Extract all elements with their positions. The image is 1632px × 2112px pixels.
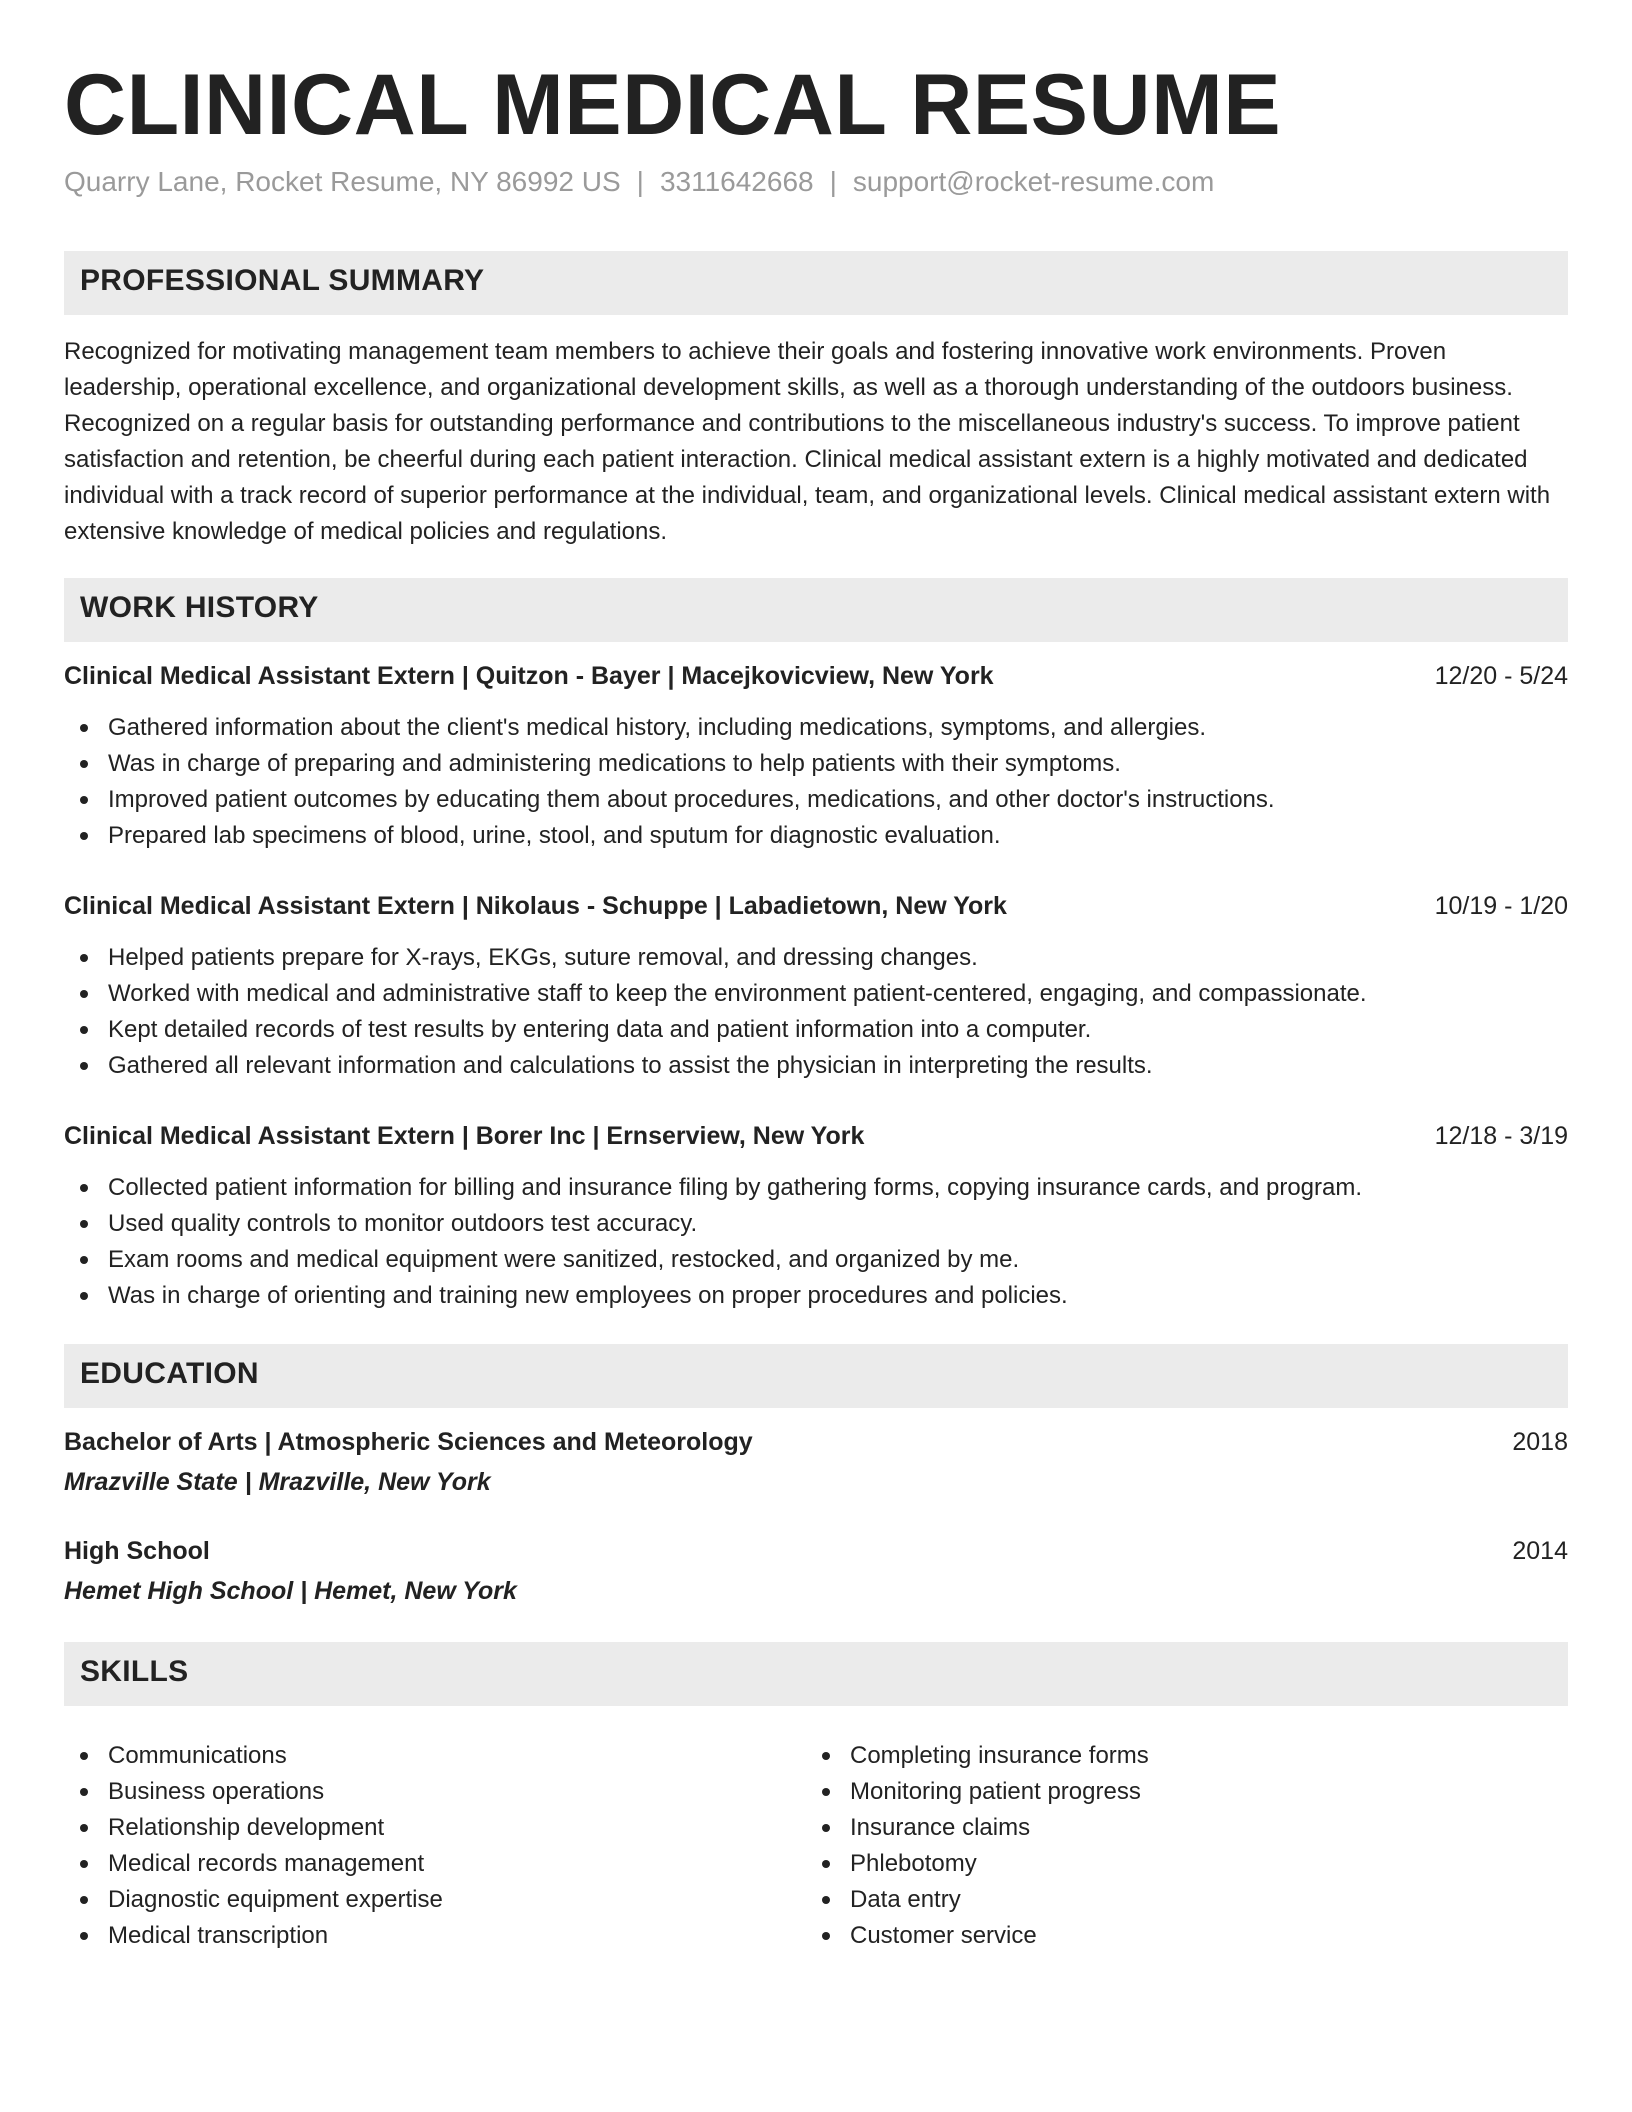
job-bullet: Prepared lab specimens of blood, urine, stool, and sputum for diagnostic evaluation.	[64, 818, 1568, 854]
education-school: Mrazville State | Mrazville, New York	[64, 1468, 491, 1496]
job-bullet: Collected patient information for billing and insurance filing by gathering forms, copying insurance cards, and program.	[64, 1170, 1568, 1206]
job-title: Clinical Medical Assistant Extern | Nikolaus - Schuppe | Labadietown, New York	[64, 892, 1007, 920]
education-school: Hemet High School | Hemet, New York	[64, 1577, 517, 1605]
summary-section-header	[64, 251, 1568, 315]
education-entry	[64, 1424, 1568, 1500]
skills-column-right	[806, 1738, 1149, 1954]
job-title: Clinical Medical Assistant Extern | Borer Inc | Ernserview, New York	[64, 1122, 865, 1150]
contact-separator: |	[636, 166, 644, 197]
job-entry	[64, 888, 1568, 1084]
education-year: 2018	[1512, 1428, 1568, 1456]
skill-item: Insurance claims	[806, 1810, 1149, 1846]
skill-item: Medical records management	[64, 1846, 443, 1882]
education-section-header	[64, 1344, 1568, 1408]
work-section-header	[64, 578, 1568, 642]
skill-item: Business operations	[64, 1774, 443, 1810]
job-bullet: Gathered all relevant information and calculations to assist the physician in interpreting the results.	[64, 1048, 1568, 1084]
contact-email: support@rocket-resume.com	[852, 166, 1215, 197]
skill-item: Diagnostic equipment expertise	[64, 1882, 443, 1918]
summary-text: Recognized for motivating management team members to achieve their goals and fostering innovative work environments. Proven leadership, operational excellence, and organizational development skills, as well as a thorough understanding of the outdoors business. Recognized on a regular basis for outstanding performance and contributions to the miscellaneous industry's success. To improve patient satisfaction and retention, be cheerful during each patient interaction. Clinical medical assistant extern is a highly motivated and dedicated individual with a track record of superior performance at the individual, team, and organizational levels. Clinical medical assistant extern with extensive knowledge of medical policies and regulations.	[64, 338, 1551, 545]
contact-separator: |	[829, 166, 837, 197]
skill-item: Monitoring patient progress	[806, 1774, 1149, 1810]
skill-item: Phlebotomy	[806, 1846, 1149, 1882]
contact-line	[64, 166, 1214, 198]
job-bullets	[64, 940, 1568, 1084]
job-bullet: Helped patients prepare for X-rays, EKGs, suture removal, and dressing changes.	[64, 940, 1568, 976]
work-heading: WORK HISTORY	[80, 591, 319, 624]
job-dates: 10/19 - 1/20	[1434, 892, 1568, 920]
education-entry	[64, 1533, 1568, 1609]
job-bullet: Used quality controls to monitor outdoors test accuracy.	[64, 1206, 1568, 1242]
job-dates: 12/18 - 3/19	[1434, 1122, 1568, 1150]
skills-column-left	[64, 1738, 443, 1954]
skill-item: Data entry	[806, 1882, 1149, 1918]
contact-phone: 3311642668	[659, 166, 814, 197]
education-degree: High School	[64, 1537, 210, 1565]
job-entry	[64, 1118, 1568, 1314]
job-bullet: Improved patient outcomes by educating them about procedures, medications, and other doctor's instructions.	[64, 782, 1568, 818]
skills-section-header	[64, 1642, 1568, 1706]
education-heading: EDUCATION	[80, 1357, 259, 1390]
job-title: Clinical Medical Assistant Extern | Quitzon - Bayer | Macejkovicview, New York	[64, 662, 994, 690]
education-degree: Bachelor of Arts | Atmospheric Sciences and Meteorology	[64, 1428, 753, 1456]
contact-address: Quarry Lane, Rocket Resume, NY 86992 US	[64, 166, 621, 197]
job-bullet: Exam rooms and medical equipment were sanitized, restocked, and organized by me.	[64, 1242, 1568, 1278]
skill-item: Medical transcription	[64, 1918, 443, 1954]
summary-heading: PROFESSIONAL SUMMARY	[80, 264, 485, 297]
resume-title: CLINICAL MEDICAL RESUME	[64, 57, 1282, 153]
job-entry	[64, 658, 1568, 854]
skill-item: Relationship development	[64, 1810, 443, 1846]
skills-heading: SKILLS	[80, 1655, 189, 1688]
skill-item: Customer service	[806, 1918, 1149, 1954]
job-dates: 12/20 - 5/24	[1434, 662, 1568, 690]
job-bullets	[64, 1170, 1568, 1314]
skill-item: Communications	[64, 1738, 443, 1774]
education-year: 2014	[1512, 1537, 1568, 1565]
job-bullets	[64, 710, 1568, 854]
job-bullet: Was in charge of preparing and administering medications to help patients with their symptoms.	[64, 746, 1568, 782]
job-bullet: Kept detailed records of test results by entering data and patient information into a computer.	[64, 1012, 1568, 1048]
job-bullet: Gathered information about the client's medical history, including medications, symptoms, and allergies.	[64, 710, 1568, 746]
skill-item: Completing insurance forms	[806, 1738, 1149, 1774]
job-bullet: Worked with medical and administrative staff to keep the environment patient-centered, engaging, and compassionate.	[64, 976, 1568, 1012]
job-bullet: Was in charge of orienting and training new employees on proper procedures and policies.	[64, 1278, 1568, 1314]
